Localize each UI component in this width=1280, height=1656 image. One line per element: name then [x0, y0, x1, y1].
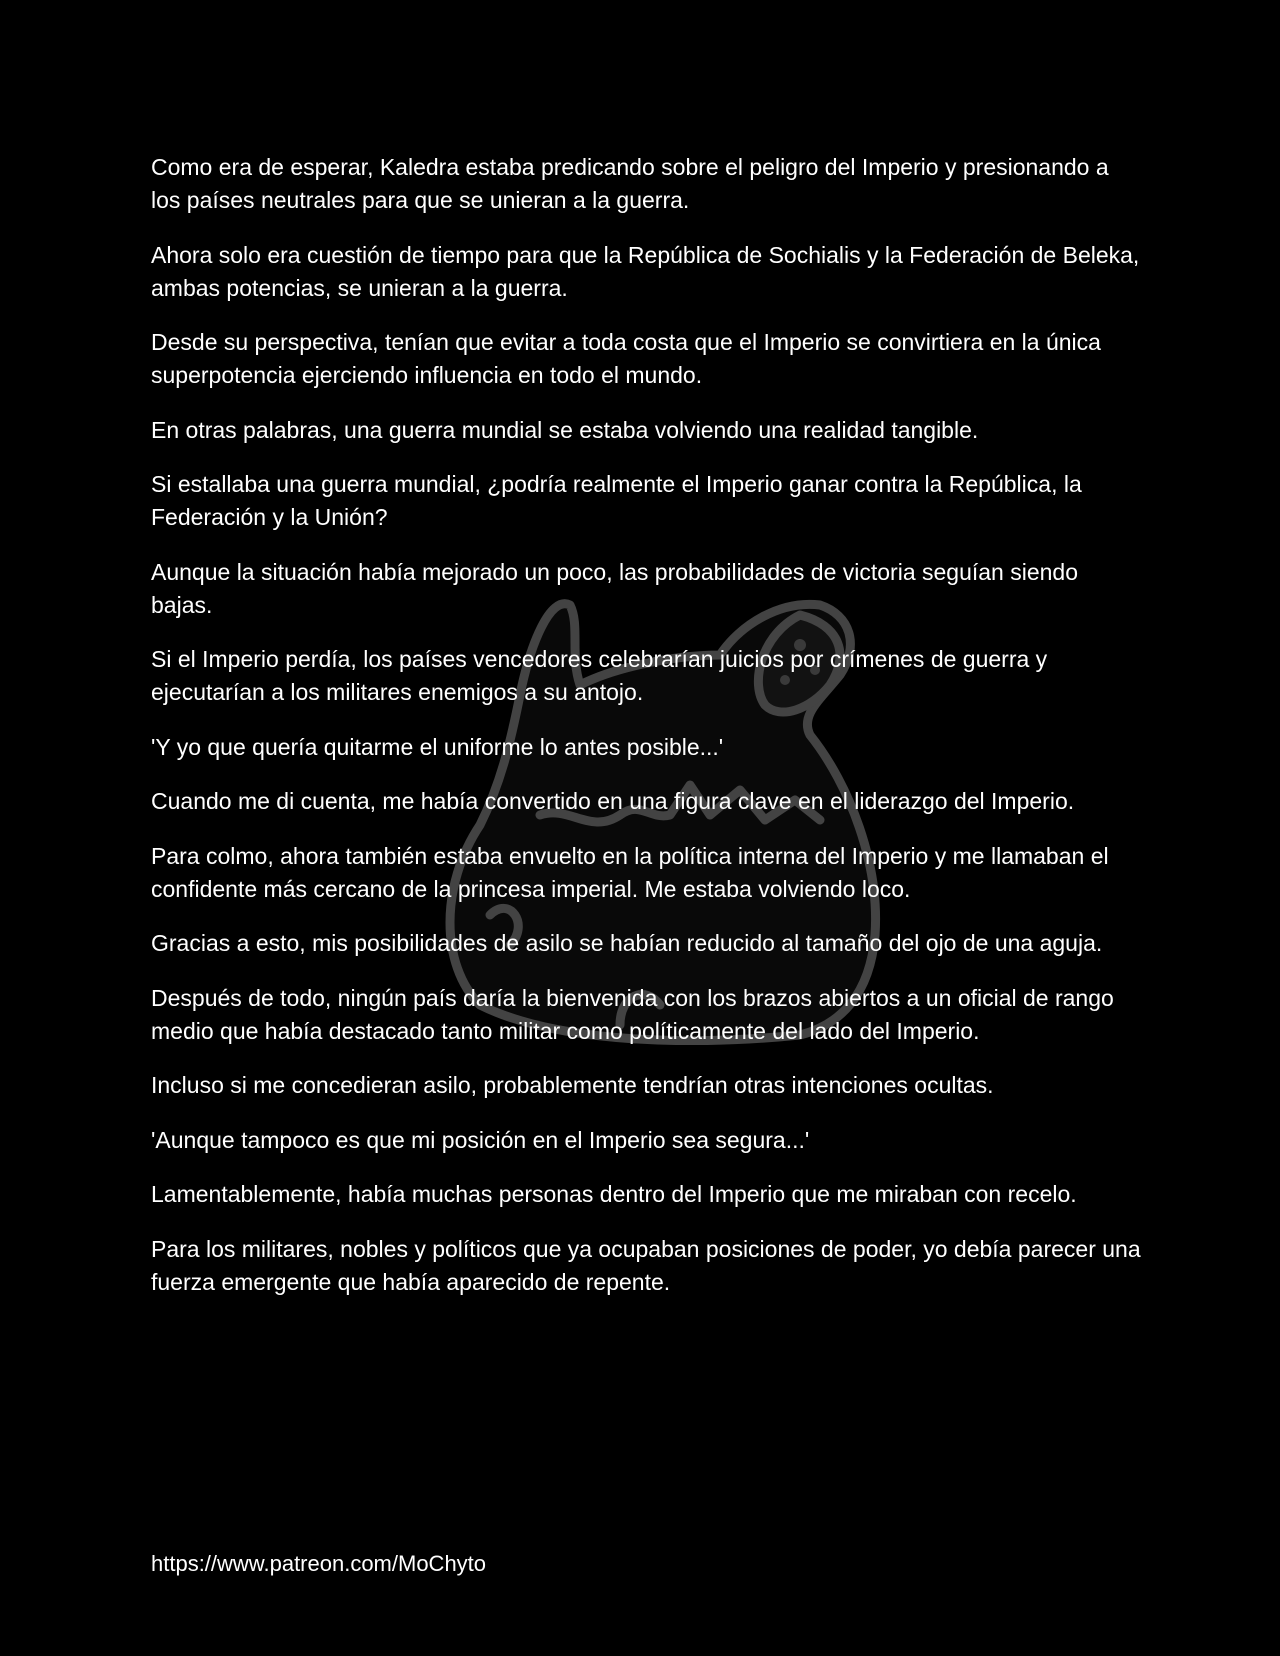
paragraph: Aunque la situación había mejorado un poco, las probabilidades de victoria seguían siendo bajas. — [151, 558, 1079, 618]
patreon-link[interactable]: https://www.patreon.com/MoChyto — [151, 1551, 487, 1576]
paragraph: Si el Imperio perdía, los países vencedores celebrarían juicios por crímenes de guerra y ejecutarían a los militares enemigos a su antojo. — [151, 646, 1048, 705]
paragraph: Lamentablemente, había muchas personas dentro del Imperio que me miraban con recelo. — [151, 1181, 1077, 1207]
paragraph: 'Aunque tampoco es que mi posición en el Imperio sea segura...' — [151, 1126, 810, 1153]
paragraph: En otras palabras, una guerra mundial se estaba volviendo una realidad tangible. — [151, 416, 979, 443]
paragraph: 'Y yo que quería quitarme el uniforme lo antes posible...' — [151, 733, 724, 760]
paragraph: Gracias a esto, mis posibilidades de asilo se habían reducido al tamaño del ojo de una aguja. — [151, 930, 1103, 956]
paragraph: Desde su perspectiva, tenían que evitar a toda costa que el Imperio se convirtiera en la única superpotencia ejerciendo influencia en todo el mundo. — [151, 329, 1101, 388]
paragraph: Cuando me di cuenta, me había convertido en una figura clave en el liderazgo del Imperio. — [151, 788, 1075, 814]
paragraph: Después de todo, ningún país daría la bienvenida con los brazos abiertos a un oficial de rango medio que había destacado tanto militar como políticamente del lado del Imperio. — [151, 984, 1114, 1044]
paragraph: Para colmo, ahora también estaba envuelto en la política interna del Imperio y me llamaban el confidente más cercano de la princesa imperial. Me estaba volviendo loco. — [151, 842, 1109, 902]
paragraph: Como era de esperar, Kaledra estaba predicando sobre el peligro del Imperio y presionando a los países neutrales para que se unieran a la guerra. — [151, 154, 1109, 213]
paragraph: Para los militares, nobles y políticos que ya ocupaban posiciones de poder, yo debía parecer una fuerza emergente que había aparecido de repente. — [151, 1235, 1141, 1295]
chapter-text — [151, 151, 1141, 1320]
paragraph: Si estallaba una guerra mundial, ¿podría realmente el Imperio ganar contra la República, la Federación y la Unión? — [151, 471, 1082, 530]
paragraph: Incluso si me concedieran asilo, probablemente tendrían otras intenciones ocultas. — [151, 1072, 994, 1098]
paragraph: Ahora solo era cuestión de tiempo para que la República de Sochialis y la Federación de Beleka, ambas potencias, se unieran a la guerra. — [151, 241, 1140, 301]
